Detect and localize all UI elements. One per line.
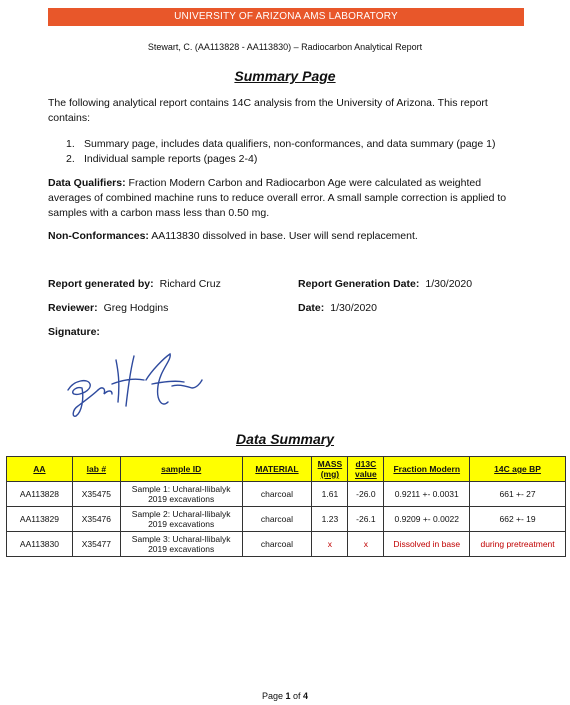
cell-material: charcoal [242,507,312,532]
cell-lab: X35475 [72,482,120,507]
col-header-sample-id: sample ID [120,457,242,482]
col-header-mass: MASS (mg) [312,457,348,482]
qualifiers-label: Data Qualifiers: [48,177,126,189]
col-header-lab: lab # [72,457,120,482]
data-summary-table [6,456,566,557]
table-header-row [7,457,566,482]
review-date-value: 1/30/2020 [330,302,377,314]
nonconf-label: Non-Conformances: [48,230,149,242]
cell-d13c: -26.1 [348,507,384,532]
table-row [7,482,566,507]
generation-date-value: 1/30/2020 [425,278,473,290]
cell-lab: X35476 [72,507,120,532]
cell-fraction-modern: 0.9209 +- 0.0022 [384,507,470,532]
handwritten-signature [60,350,210,420]
generation-date [298,278,472,290]
cell-sample-id: Sample 1: Ucharal-Ilibalyk 2019 excavations [120,482,242,507]
generated-by [48,278,221,290]
page-footer [0,691,570,701]
review-date-label: Date: [298,302,325,314]
col-header-d13c: d13C value [348,457,384,482]
review-date [298,302,377,314]
cell-d13c: x [348,532,384,557]
cell-lab: X35477 [72,532,120,557]
cell-age: 662 +- 19 [470,507,566,532]
generated-by-value: Richard Cruz [159,278,221,290]
non-conformances [48,229,526,244]
col-header-material: MATERIAL [242,457,312,482]
reviewer-label: Reviewer: [48,302,98,314]
page-prefix: Page [261,691,286,701]
cell-sample-id: Sample 3: Ucharal-Ilibalyk 2019 excavations [120,532,242,557]
cell-d13c: -26.0 [348,482,384,507]
list-text: Summary page, includes data qualifiers, non-conformances, and data summary (page 1) [84,138,496,150]
cell-aa: AA113828 [7,482,73,507]
cell-age: during pretreatment [470,532,566,557]
cell-material: charcoal [242,482,312,507]
cell-age: 661 +- 27 [470,482,566,507]
col-header-aa: AA [7,457,73,482]
table-row [7,507,566,532]
page-number: 1 [285,691,291,701]
intro-paragraph: The following analytical report contains 14C analysis from the University of Arizona. This report contains: [48,97,488,124]
list-item [66,137,495,152]
cell-material: charcoal [242,532,312,557]
cell-fraction-modern: 0.9211 +- 0.0031 [384,482,470,507]
table-row [7,532,566,557]
list-number: 2. [66,153,75,165]
contents-list [66,137,495,167]
data-summary-title: Data Summary [235,431,335,447]
cell-mass: x [312,532,348,557]
list-text: Individual sample reports (pages 2-4) [84,153,258,165]
col-header-fraction-modern: Fraction Modern [384,457,470,482]
nonconf-text: AA113830 dissolved in base. User will send replacement. [151,230,418,242]
generated-by-label: Report generated by: [48,278,154,290]
list-number: 1. [66,138,75,150]
cell-aa: AA113829 [7,507,73,532]
summary-title: Summary Page [234,68,336,84]
signature-label: Signature: [48,326,100,338]
lab-banner: UNIVERSITY OF ARIZONA AMS LABORATORY [48,8,524,26]
generation-date-label: Report Generation Date: [298,278,420,290]
qualifiers-text: Fraction Modern Carbon and Radiocarbon Age were calculated as weighted averages of combined machine runs to reduce overall error. A small sample correction is applied to samples with a carbon mass less than 0.50 mg. [48,177,507,219]
signature-field [48,326,106,338]
col-header-age: 14C age BP [470,457,566,482]
page-of: of [290,691,304,701]
cell-mass: 1.61 [312,482,348,507]
page-total: 4 [303,691,309,701]
cell-fraction-modern: Dissolved in base [384,532,470,557]
report-subheading: Stewart, C. (AA113828 - AA113830) – Radiocarbon Analytical Report [147,42,423,52]
cell-mass: 1.23 [312,507,348,532]
cell-sample-id: Sample 2: Ucharal-Ilibalyk 2019 excavations [120,507,242,532]
cell-aa: AA113830 [7,532,73,557]
reviewer-value: Greg Hodgins [103,302,169,314]
data-qualifiers [48,176,526,221]
reviewer [48,302,168,314]
list-item [66,152,495,167]
